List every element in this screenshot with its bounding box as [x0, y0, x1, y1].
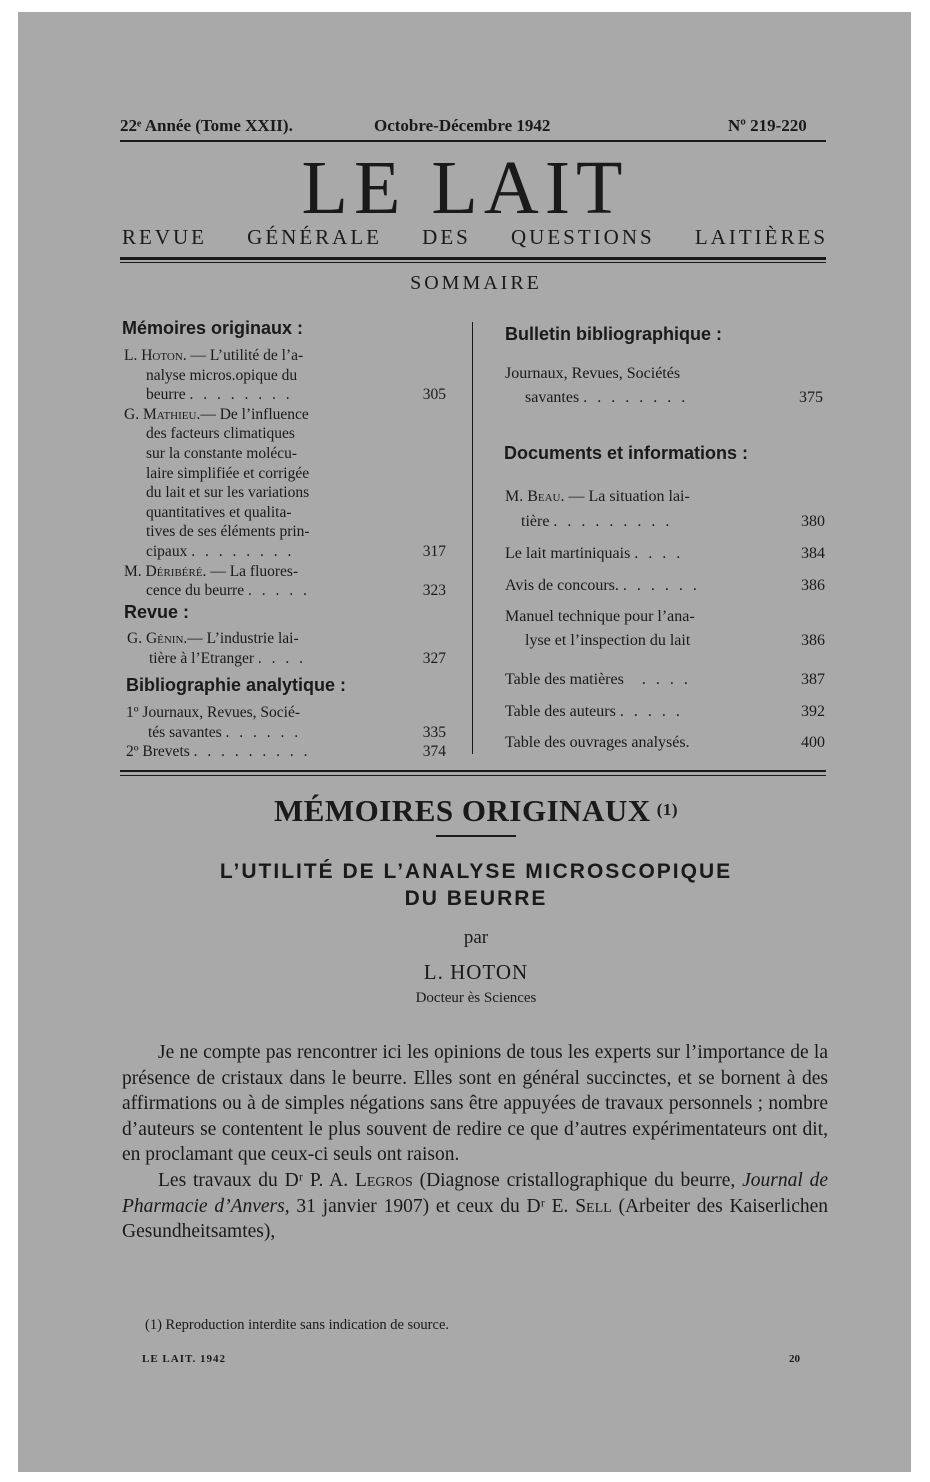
toc-entry: Table des auteurs . . . . . 392	[505, 703, 825, 720]
title-rule-thin	[120, 262, 826, 263]
toc-entry: 2º Brevets . . . . . . . . . 374	[126, 743, 446, 761]
toc-bottom-rule	[120, 770, 826, 772]
toc-entry: Avis de concours. . . . . . . 386	[505, 577, 825, 594]
toc-page: 317	[422, 542, 446, 560]
article-title: L’UTILITÉ DE L’ANALYSE MICROSCOPIQUE DU BEURRE	[219, 860, 733, 910]
toc-entry-line: cence du beurre . . . . . 323	[146, 582, 446, 600]
toc-page: 305	[422, 386, 446, 404]
toc-entry-line: beurre . . . . . . . . 305	[146, 386, 446, 404]
year-tome: 22ᵉ Année (Tome XXII).	[120, 116, 293, 135]
toc-heading-bibliographie: Bibliographie analytique :	[126, 675, 347, 695]
toc-entry: G. Génin.— L’industrie lai-	[127, 630, 299, 647]
footnote: (1) Reproduction interdite sans indication de source.	[145, 1317, 450, 1333]
paragraph: Les travaux du Dʳ P. A. Legros (Diagnose cristallographique du beurre, Journal de Pharmacie d’Anvers, 31 janvier 1907) et ceux du Dʳ E. Sell (Arbeiter des Kaiserlichen Gesundheitsamtes),	[122, 1169, 829, 1243]
toc-entry-line: nalyse micros.opique du	[146, 366, 298, 384]
toc-entry: Journaux, Revues, Sociétés	[505, 365, 681, 382]
toc-page: 335	[422, 723, 446, 741]
toc-heading-documents: Documents et informations :	[504, 443, 749, 463]
header-rule	[120, 140, 826, 142]
toc-entry: L. Hoton. — L’utilité de l’a-	[124, 347, 304, 364]
toc-page: 392	[801, 703, 825, 720]
toc-entry-line: lyse et l’inspection du lait 386	[525, 632, 825, 649]
toc-page: 327	[422, 649, 446, 667]
issue-period: Octobre-Décembre 1942	[374, 116, 551, 135]
toc-heading-bulletin: Bulletin bibliographique :	[505, 324, 722, 344]
toc-memoires-list	[124, 346, 446, 601]
footer-signature: 20	[789, 1353, 800, 1365]
toc-biblio-list	[126, 703, 446, 762]
section-underline	[436, 835, 516, 837]
toc-entry-line: cipaux . . . . . . . . 317	[146, 542, 446, 560]
toc-entry: Le lait martiniquais . . . . 384	[505, 545, 825, 562]
toc-entry: 1º Journaux, Revues, Socié-	[126, 704, 300, 721]
toc-documents-list	[505, 488, 825, 758]
toc-entry-line: tés savantes . . . . . . 335	[148, 723, 446, 741]
toc-heading-revue: Revue :	[124, 602, 190, 622]
toc-entry-line: du lait et sur les variations	[146, 484, 310, 502]
author-title: Docteur ès Sciences	[415, 990, 537, 1006]
toc-heading-memoires: Mémoires originaux :	[122, 318, 304, 338]
sommaire-heading: SOMMAIRE	[410, 272, 542, 294]
toc-column-divider	[472, 322, 473, 754]
toc-bulletin-list	[505, 365, 823, 415]
toc-entry-line: des facteurs climatiques	[146, 425, 295, 443]
toc-page: 375	[799, 389, 823, 406]
toc-entry: M. Déribéré. — La fluores-	[124, 562, 299, 580]
toc-entry-line: tives de ses éléments prin-	[146, 523, 310, 541]
toc-page: 387	[801, 671, 825, 688]
paragraph: Je ne compte pas rencontrer ici les opinions de tous les experts sur l’importance de la présence de cristaux dans le beurre. Elles sont en général succinctes, et se bornent à des affirmations ou à de simples négations sans être appuyées de travaux personnels ; nombre d’auteurs se contentent le plus souvent de redire ce que d’autres expérimentateurs ont dit, en proclamant que ceux-ci seuls ont raison.	[122, 1042, 828, 1166]
toc-entry: Table des matières . . . . 387	[505, 671, 825, 688]
toc-entry-line: savantes . . . . . . . . 375	[525, 389, 823, 406]
title-rule-thick	[120, 257, 826, 260]
journal-subtitle: REVUE GÉNÉRALE DES QUESTIONS LAITIÈRES	[122, 225, 828, 249]
toc-entry: Table des ouvrages analysés. 400	[505, 734, 825, 751]
toc-entry: Manuel technique pour l’ana-	[505, 608, 695, 625]
toc-entry-line: laire simplifiée et corrigée	[146, 464, 310, 482]
toc-page: 386	[801, 632, 825, 649]
footnote-ref: (1)	[656, 800, 679, 819]
footer-journal: LE LAIT. 1942	[142, 1353, 227, 1365]
toc-revue-list	[127, 629, 446, 668]
toc-entry: G. Mathieu.— De l’influence	[124, 405, 309, 423]
toc-page: 323	[422, 582, 446, 600]
toc-entry-line: tière . . . . . . . . . 380	[521, 513, 825, 530]
toc-bottom-rule-thin	[120, 775, 826, 776]
journal-title: LE LAIT	[301, 146, 629, 230]
section-title: MÉMOIRES ORIGINAUX $^{(1)}$	[273, 793, 679, 828]
toc-page: 400	[801, 734, 825, 751]
toc-entry-line: sur la constante molécu-	[146, 444, 298, 462]
toc-page: 374	[422, 743, 446, 761]
toc-entry-line: tière à l’Etranger . . . . 327	[149, 649, 446, 667]
toc-entry-line: quantitatives et qualita-	[146, 503, 292, 521]
byline-par: par	[463, 927, 489, 948]
issue-number: Nº 219-220	[728, 116, 807, 135]
article-body	[122, 1040, 828, 1245]
toc-page: 380	[801, 513, 825, 530]
article-author: L. HOTON	[423, 960, 529, 984]
toc-page: 384	[801, 545, 825, 562]
toc-page: 386	[801, 577, 825, 594]
toc-entry: M. Beau. — La situation lai-	[505, 488, 690, 505]
